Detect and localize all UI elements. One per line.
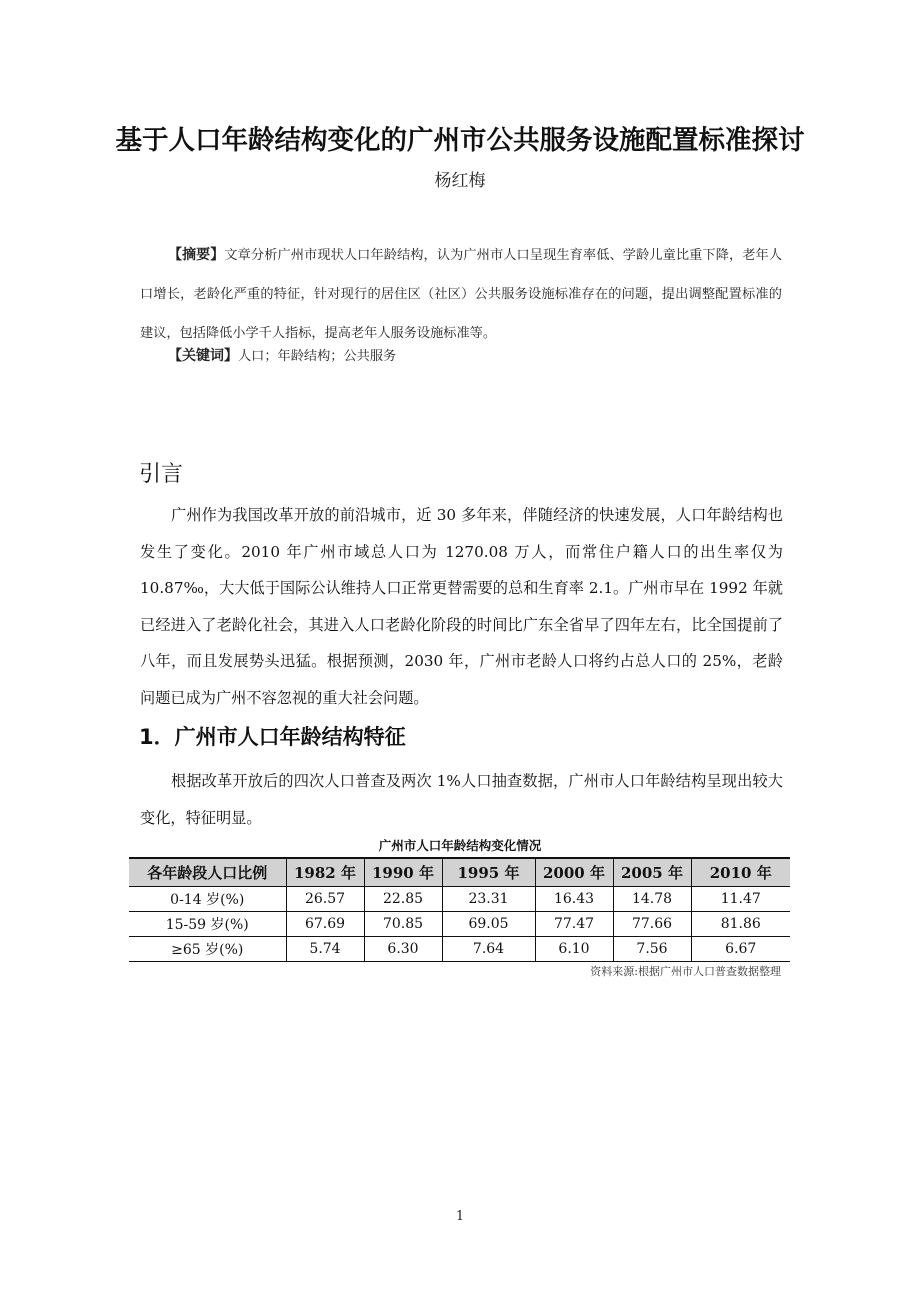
table-row xyxy=(129,912,790,937)
table-cell: 6.10 xyxy=(535,937,613,962)
table-cell: 5.74 xyxy=(286,937,364,962)
section1-heading: 1．广州市人口年龄结构特征 xyxy=(139,725,406,749)
keywords-text: 人口；年龄结构；公共服务 xyxy=(238,349,397,364)
table-row xyxy=(129,937,790,962)
table-cell: 14.78 xyxy=(613,887,691,912)
abstract xyxy=(140,236,782,353)
table-cell: 77.66 xyxy=(613,912,691,937)
table-cell: 81.86 xyxy=(691,912,790,937)
table-cell: 7.56 xyxy=(613,937,691,962)
table-cell: 6.67 xyxy=(691,937,790,962)
table-cell: ≥65 岁(%) xyxy=(129,937,286,962)
intro-heading: 引言 xyxy=(139,462,184,487)
author-name: 杨红梅 xyxy=(434,171,486,191)
section1-paragraph xyxy=(140,763,783,836)
keywords xyxy=(168,345,396,365)
table-cell: 11.47 xyxy=(691,887,790,912)
table-cell: 70.85 xyxy=(364,912,442,937)
table-cell: 16.43 xyxy=(535,887,613,912)
table-cell: 69.05 xyxy=(442,912,535,937)
table-row xyxy=(129,887,790,912)
table-cell: 15-59 岁(%) xyxy=(129,912,286,937)
table-cell: 6.30 xyxy=(364,937,442,962)
table-cell: 26.57 xyxy=(286,887,364,912)
table-cell: 0-14 岁(%) xyxy=(129,887,286,912)
paper-title: 基于人口年龄结构变化的广州市公共服务设施配置标准探讨 xyxy=(115,125,805,156)
population-table xyxy=(129,857,790,962)
intro-paragraph xyxy=(140,497,783,717)
abstract-label: 【摘要】 xyxy=(168,247,225,263)
table-cell: 23.31 xyxy=(442,887,535,912)
table-cell: 22.85 xyxy=(364,887,442,912)
table-header-cell: 2000 年 xyxy=(535,858,613,887)
section1-paragraph-text: 根据改革开放后的四次人口普查及两次 1%人口抽查数据，广州市人口年龄结构呈现出较大变化，特征明显。 xyxy=(140,772,783,827)
table-cell: 7.64 xyxy=(442,937,535,962)
table-cell: 67.69 xyxy=(286,912,364,937)
table-header-cell: 1990 年 xyxy=(364,858,442,887)
table-source-note: 资料来源:根据广州市人口普查数据整理 xyxy=(590,965,781,978)
table-header-cell: 各年龄段人口比例 xyxy=(129,858,286,887)
keywords-label: 【关键词】 xyxy=(168,348,238,364)
table-cell: 77.47 xyxy=(535,912,613,937)
table-header-cell: 1982 年 xyxy=(286,858,364,887)
table-caption: 广州市人口年龄结构变化情况 xyxy=(378,838,542,853)
page-number: 1 xyxy=(455,1209,465,1224)
intro-paragraph-text: 广州作为我国改革开放的前沿城市，近 30 多年来，伴随经济的快速发展，人口年龄结构也发生了变化。2010 年广州市域总人口为 1270.08 万人，而常住户籍人口的出生率仅为 10.87‰，大大低于国际公认维持人口正常更替需要的总和生育率 2.1。广州市早在 1992 年就已经进入了老龄化社会，其进入人口老龄化阶段的时间比广东全省早了四年左右，比全国提前了八年，而且发展势头迅猛。根据预测，2030 年，广州市老龄人口将约占总人口的 25%，老龄问题已成为广州不容忽视的重大社会问题。 xyxy=(140,506,783,707)
table-header-row xyxy=(129,858,790,887)
abstract-text: 文章分析广州市现状人口年龄结构，认为广州市人口呈现生育率低、学龄儿童比重下降，老年人口增长，老龄化严重的特征，针对现行的居住区（社区）公共服务设施标准存在的问题，提出调整配置标准的建议，包括降低小学千人指标，提高老年人服务设施标准等。 xyxy=(140,248,783,341)
table-header-cell: 2005 年 xyxy=(613,858,691,887)
table-header-cell: 1995 年 xyxy=(442,858,535,887)
table-header-cell: 2010 年 xyxy=(691,858,790,887)
